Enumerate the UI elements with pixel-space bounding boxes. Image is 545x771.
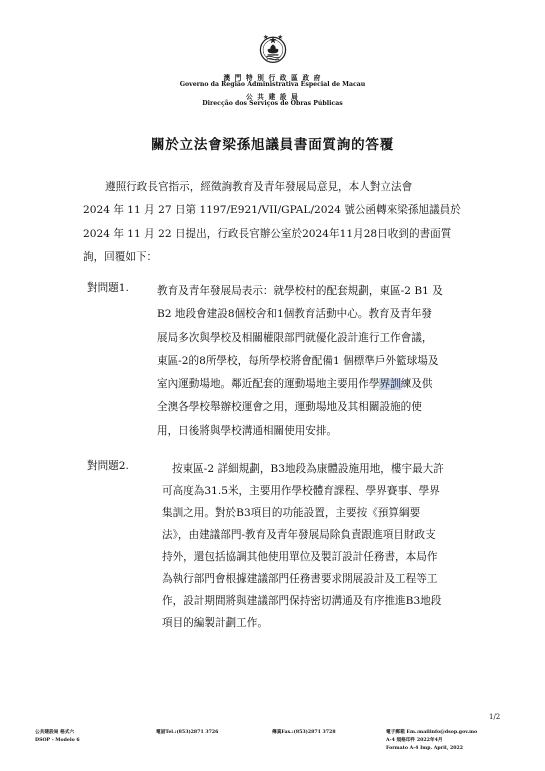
answer-line: 用，日後將與學校溝通相關使用安排。 [157, 424, 338, 437]
answer-line-highlighted: 室內運動場地。鄰近配套的運動場地主要用作學界訓練及供 [157, 378, 433, 391]
answer-line: 東區-2的8所學校，每所學校將會配備1 個標準戶外籃球場及 [157, 354, 439, 367]
answer-line: 可高度為31.5米，主要用作學校體育課程、學界賽事、學界 [162, 485, 440, 497]
intro-paragraph [83, 176, 523, 269]
header-government-zh: 澳 門 特 別 行 政 區 政 府 [223, 74, 322, 82]
answer-line: 集訓之用。對於B3項目的功能設置，主要按《預算綱要 [162, 507, 421, 519]
question-2-label: 對問題2. [87, 460, 129, 472]
answer-line: 項目的編製計劃工作。 [162, 617, 268, 629]
page-number: 1/2 [489, 713, 501, 721]
answer-line: 教育及青年發展局表示：就學校村的配套規劃，東區-2 B1 及 [157, 285, 443, 297]
answer-line: 法》，由建議部門-教育及青年發展局除負責跟進項目財政支 [162, 529, 436, 541]
answer-line: 為執行部門會根據建議部門任務書要求開展設計及工程等工 [162, 573, 438, 585]
question-1-body [157, 280, 443, 443]
footer-email: 電子郵箱 Em.:mailinfo@dsop.gov.mo [386, 730, 478, 735]
footer-form-info [35, 729, 80, 745]
document-title: 關於立法會梁孫旭議員書面質詢的答覆 [150, 137, 395, 153]
answer-line: 按東區-2 詳細規劃，B3地段為康體設施用地，樓宇最大許 [172, 463, 444, 475]
answer-line: 作，設計期間將與建議部門保持密切溝通及有序推進B3地段 [162, 595, 442, 607]
footer-fax: 傳真Fax.:(853)2871 3728 [272, 730, 336, 735]
intro-line: 詢，回覆如下： [83, 250, 158, 263]
footer-print-en: Formato A-4 Imp. April, 2022 [386, 746, 464, 751]
header-department-zh: 公 共 建 設 局 [246, 93, 299, 101]
footer-telephone: 電話Tel.:(853)2871 3726 [156, 730, 219, 735]
intro-line: 2024 年 11 月 22 日提出，行政長官辦公室於2024年11月28日收到的書面質 [83, 227, 452, 240]
answer-line: 展局多次與學校及相關權限部門就優化設計進行工作會議， [157, 331, 433, 344]
answer-line: 持外，還包括協調其他使用單位及製訂設計任務書，本局作 [162, 551, 438, 563]
intro-line: 遵照行政長官指示，經徵詢教育及青年發展局意見，本人對立法會 [105, 181, 413, 193]
question-1-label: 對問題1. [87, 282, 129, 294]
footer-form-zh: 公共建設局 格式六 [35, 730, 75, 735]
text-selection-highlight: 界訓 [379, 378, 401, 391]
answer-line: B2 地段會建設8個校舍和1個教育活動中心。教育及青年發 [157, 308, 433, 321]
header-department-pt: Direcção dos Serviços de Obras Públicas [202, 100, 343, 107]
header-government-pt: Governo da Região Administrativa Especial de Macau [179, 81, 366, 88]
answer-line: 全澳各學校舉辦校運會之用，運動場地及其相關設施的使 [157, 401, 422, 414]
question-2-body [162, 458, 444, 634]
intro-line: 2024 年 11 月 27 日第 1197/E921/VII/GPAL/2024 號公函轉來梁孫旭議員於 [83, 204, 461, 217]
footer-contact-print [386, 729, 477, 753]
footer-form-pt: DSOP - Modelo 6 [35, 738, 80, 743]
footer-print-zh: A-4 規格印件 2022年4月 [386, 738, 443, 743]
macau-emblem-icon [255, 30, 291, 66]
